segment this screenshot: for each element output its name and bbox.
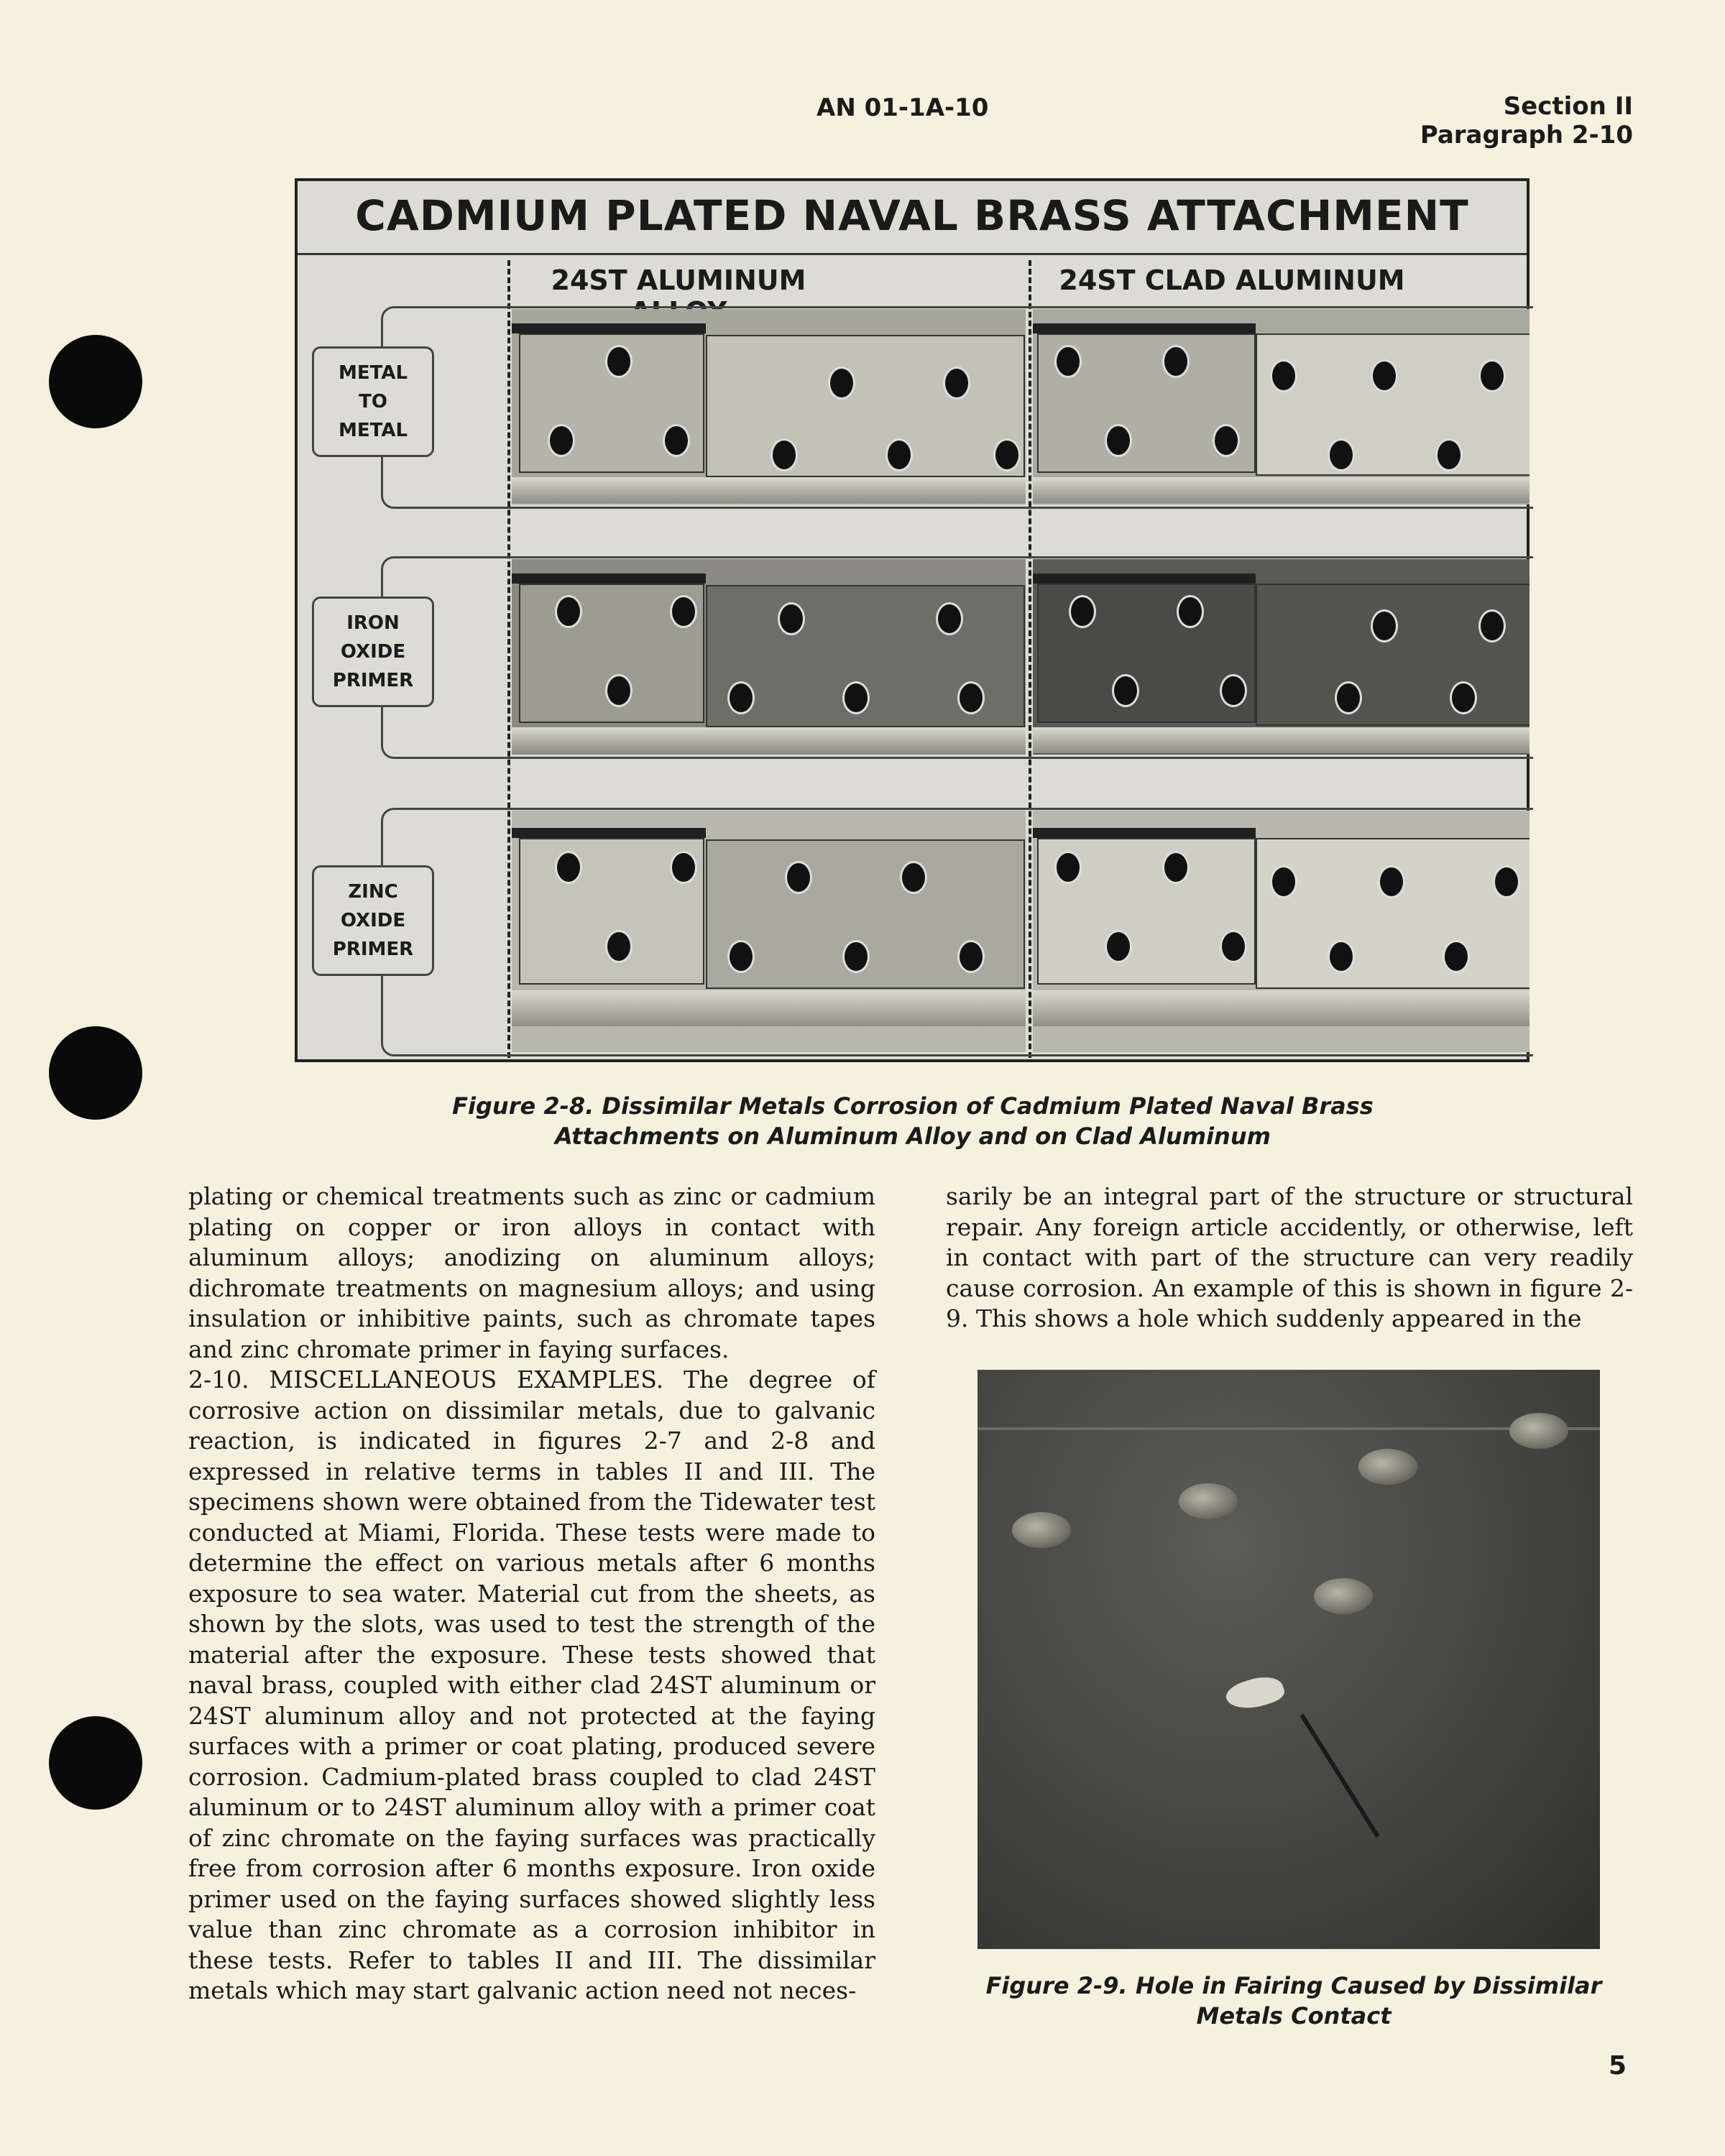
- indicator-arrow: [1300, 1713, 1379, 1838]
- specimen-photo-iron-oxide-alloy: [512, 559, 1026, 755]
- figure-2-8-caption-line2: Attachments on Aluminum Alloy and on Clad Aluminum: [555, 1123, 1271, 1150]
- row-label-iron-oxide-primer: IRON OXIDE PRIMER: [312, 596, 434, 707]
- specimen-photo-metal-to-metal-clad: [1033, 309, 1530, 505]
- specimen-photo-zinc-oxide-clad: [1033, 811, 1530, 1052]
- rivet-dimple: [1358, 1449, 1417, 1485]
- specimen-photo-metal-to-metal-alloy: [512, 309, 1026, 505]
- rivet-dimple: [1314, 1578, 1373, 1614]
- figure-2-8-title: CADMIUM PLATED NAVAL BRASS ATTACHMENT: [355, 191, 1469, 240]
- row-label-zinc-oxide-primer: ZINC OXIDE PRIMER: [312, 865, 434, 976]
- paragraph-treatments: plating or chemical treatments such as zinc or cadmium plating on copper or iron alloys in contact with aluminum alloys; anodizing on aluminum alloys; dichromate treatments on magnesium alloys; and using insulation or inhibitive paints, such as chromate tapes and zinc chromate primer in faying surfaces.: [188, 1182, 875, 1363]
- rivet-dimple: [1509, 1413, 1568, 1449]
- paragraph-continued: sarily be an integral part of the structure or structural repair. Any foreign article accidently, or otherwise, left in contact with part of the structure can very readily cause corrosion. An example of this is shown in figure 2-9. This shows a hole which suddenly appeared in the: [946, 1182, 1633, 1332]
- figure-2-8-caption: [302, 1091, 1524, 1151]
- specimen-photo-iron-oxide-clad: [1033, 559, 1530, 755]
- corrosion-hole: [1223, 1671, 1287, 1716]
- rivet-dimple: [1012, 1512, 1071, 1548]
- document-number: AN 01-1A-10: [816, 93, 989, 122]
- row-label-metal-to-metal: METAL TO METAL: [312, 346, 434, 457]
- column-header-aluminum-alloy: 24ST ALUMINUM: [551, 264, 806, 296]
- title-divider: [298, 253, 1527, 255]
- binder-hole-bottom: [49, 1716, 142, 1810]
- figure-2-9-caption-line1: Figure 2-9. Hole in Fairing Caused by Dissimilar: [985, 1972, 1602, 1999]
- section-label: Section II: [1503, 92, 1633, 121]
- specimen-photo-zinc-oxide-alloy: [512, 811, 1026, 1052]
- figure-2-9-photo: [978, 1370, 1600, 1949]
- binder-hole-middle: [49, 1026, 142, 1120]
- rivet-dimple: [1179, 1483, 1238, 1519]
- binder-hole-top: [49, 335, 142, 428]
- figure-2-8-caption-line1: Figure 2-8. Dissimilar Metals Corrosion of Cadmium Plated Naval Brass: [452, 1092, 1374, 1120]
- figure-2-9-caption: [956, 1971, 1632, 2031]
- figure-2-8: [295, 178, 1530, 1062]
- right-column-text: [946, 1181, 1633, 1335]
- paragraph-2-10-miscellaneous-examples: 2-10. MISCELLANEOUS EXAMPLES. The degree of corrosive action on dissimilar metals, due to galvanic reaction, is indicated in figures 2-7 and 2-8 and expressed in relative terms in tables II and III. The specimens shown were obtained from the Tidewater test conducted at Miami, Florida. These tests were made to determine the effect on various metals after 6 months exposure to sea water. Material cut from the sheets, as shown by the slots, was used to test the strength of the material after the exposure. These tests showed that naval brass, coupled with either clad 24ST aluminum or 24ST aluminum alloy and not protected at the faying surfaces with a primer or coat plating, produced severe corrosion. Cadmium-plated brass coupled to clad 24ST aluminum or to 24ST aluminum alloy with a primer coat of zinc chromate on the faying surfaces was practically free from corrosion after 6 months exposure. Iron oxide primer used on the faying surfaces showed slightly less value than zinc chromate as a corrosion inhibitor in these tests. Refer to tables II and III. The dissimilar metals which may start galvanic action need not neces-: [188, 1365, 875, 2004]
- left-column-text: [188, 1181, 875, 2007]
- page-number: 5: [1609, 2051, 1627, 2081]
- figure-2-9-caption-line2: Metals Contact: [1196, 2002, 1392, 2030]
- column-header-clad-aluminum: 24ST CLAD ALUMINUM: [1059, 264, 1405, 296]
- paragraph-reference: Paragraph 2-10: [1420, 121, 1633, 149]
